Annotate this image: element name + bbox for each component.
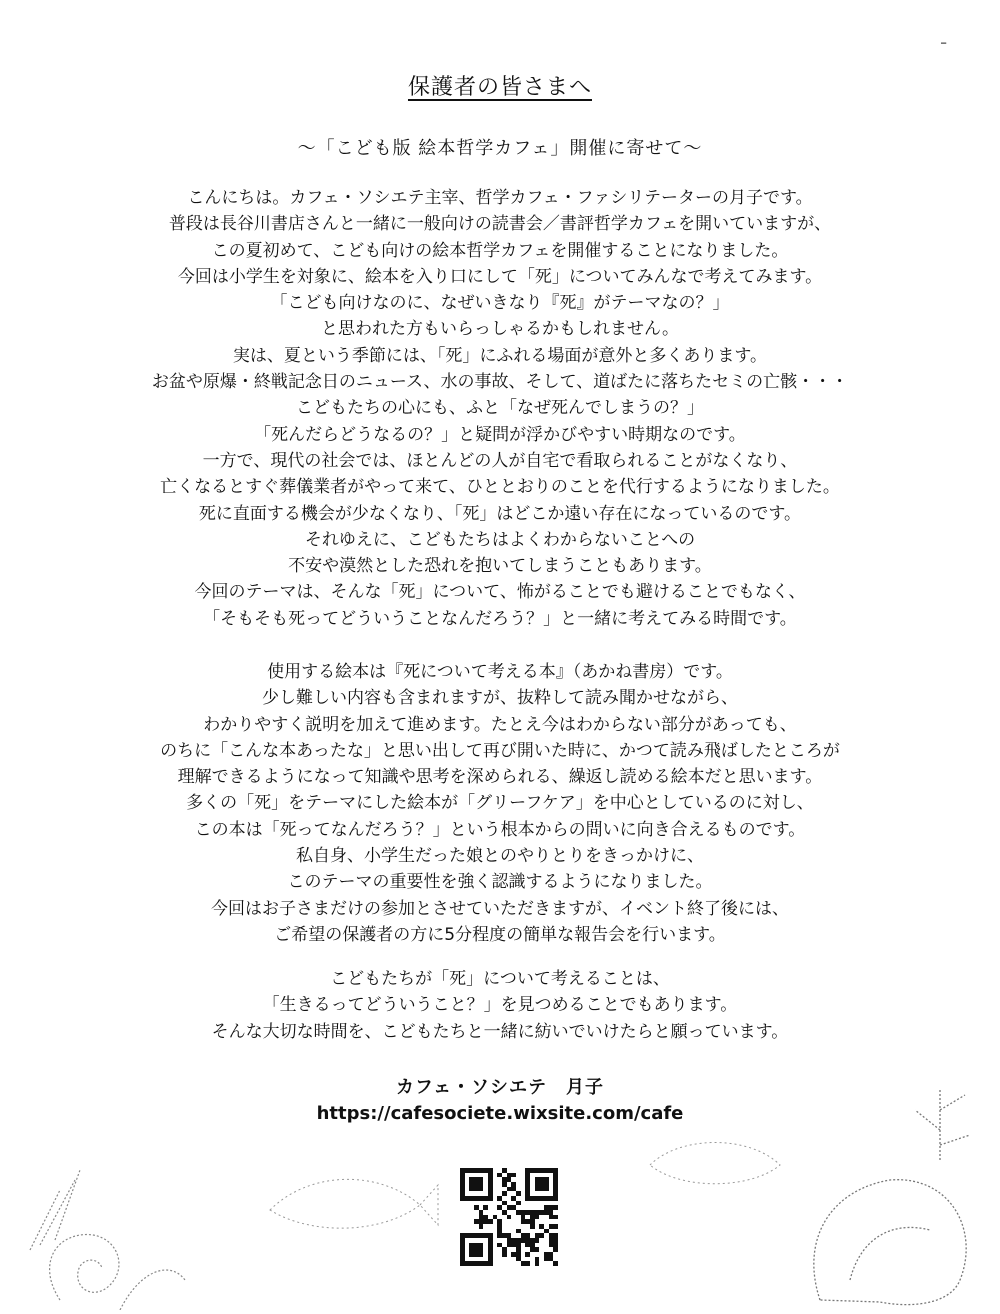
paragraph-closing (60, 966, 940, 1045)
qr-code[interactable] (460, 1168, 558, 1266)
body-line: 少し難しい内容も含まれますが、抜粋して読み聞かせながら、 (262, 688, 738, 709)
body-line: このテーマの重要性を強く認識するようになりました。 (287, 872, 713, 893)
body-line: 一方で、現代の社会では、ほとんどの人が自宅で看取られることがなくなり、 (202, 450, 798, 471)
body-line: 私自身、小学生だった娘とのやりとりをきっかけに、 (296, 846, 704, 867)
fish-illustration-center (260, 1150, 440, 1250)
page-title (0, 70, 1000, 101)
body-line: 「生きるってどういうこと？」を見つめることでもあります。 (262, 995, 738, 1016)
body-line: この夏初めて、こども向けの絵本哲学カフェを開催することになりました。 (211, 240, 789, 261)
body-line: そんな大切な時間を、こどもたちと一緒に紡いでいけたらと願っています。 (211, 1021, 789, 1042)
body-line: わかりやすく説明を加えて進めます。たとえ今はわからない部分があっても、 (203, 714, 797, 735)
body-line: 「そもそも死ってどういうことなんだろう？」と一緒に考えてみる時間です。 (203, 608, 797, 629)
body-line: 今回は小学生を対象に、絵本を入り口にして「死」についてみんなで考えてみます。 (177, 266, 823, 287)
signature-name: カフェ・ソシエテ 月子 (395, 1077, 605, 1098)
body-line: この本は「死ってなんだろう？」という根本からの問いに向き合えるものです。 (194, 819, 806, 840)
body-line: 「こども向けなのに、なぜいきなり『死』がテーマなの？」 (270, 293, 730, 314)
body-line: のちに「こんな本あったな」と思い出して再び開いた時に、かつて読み飛ばしたところが (160, 740, 840, 761)
body-line: こどもたちの心にも、ふと「なぜ死んでしまうの？」 (296, 398, 704, 419)
fish-illustration-right (640, 1125, 800, 1205)
body-line: と思われた方もいらっしゃるかもしれません。 (320, 319, 680, 340)
body-line: 死に直面する機会が少なくなり、「死」はどこか遠い存在になっているのです。 (198, 503, 802, 524)
body-line: それゆえに、こどもたちはよくわからないことへの (304, 529, 696, 550)
paragraph-book (60, 659, 940, 948)
seashell-illustration-left (20, 1150, 190, 1310)
body-line: 今回はお子さまだけの参加とさせていただきますが、イベント終了後には、 (211, 898, 789, 919)
body-line: 不安や漠然とした恐れを抱いてしまうこともあります。 (288, 556, 712, 577)
body-line: 実は、夏という季節には、「死」にふれる場面が意外と多くあります。 (232, 345, 768, 366)
signature-url-link[interactable]: https://cafesociete.wixsite.com/cafe (316, 1103, 684, 1124)
title-text: 保護者の皆さまへ (407, 75, 592, 100)
body-line: 多くの「死」をテーマにした絵本が「グリーフケア」を中心としているのに対し、 (186, 793, 814, 814)
body-line: 普段は長谷川書店さんと一緒に一般向けの読書会／書評哲学カフェを開いていますが、 (168, 214, 832, 235)
body-line: ご希望の保護者の方に5分程度の簡単な報告会を行います。 (274, 924, 726, 945)
speck-mark: - (940, 30, 948, 54)
body-line: こんにちは。カフェ・ソシエテ主宰、哲学カフェ・ファシリテーターの月子です。 (187, 188, 813, 208)
body-line: 亡くなるとすぐ葬儀業者がやって来て、ひととおりのことを代行するようになりました。 (160, 477, 840, 498)
body-line: 理解できるようになって知識や思考を深められる、繰返し読める絵本だと思います。 (177, 767, 823, 788)
page-subtitle: 〜「こども版 絵本哲学カフェ」開催に寄せて〜 (297, 138, 703, 159)
body-line: お盆や原爆・終戦記念日のニュース、水の事故、そして、道ばたに落ちたセミの亡骸・・・ (151, 372, 849, 393)
body-line: 今回のテーマは、そんな「死」について、怖がることでも避けることでもなく、 (194, 582, 806, 603)
paragraph-intro (60, 185, 940, 632)
body-line: こどもたちが「死」について考えることは、 (330, 969, 670, 989)
body-line: 「死んだらどうなるの？」と疑問が浮かびやすい時期なのです。 (254, 424, 746, 445)
body-line: 使用する絵本は『死について考える本』（あかね書房）です。 (267, 662, 733, 682)
